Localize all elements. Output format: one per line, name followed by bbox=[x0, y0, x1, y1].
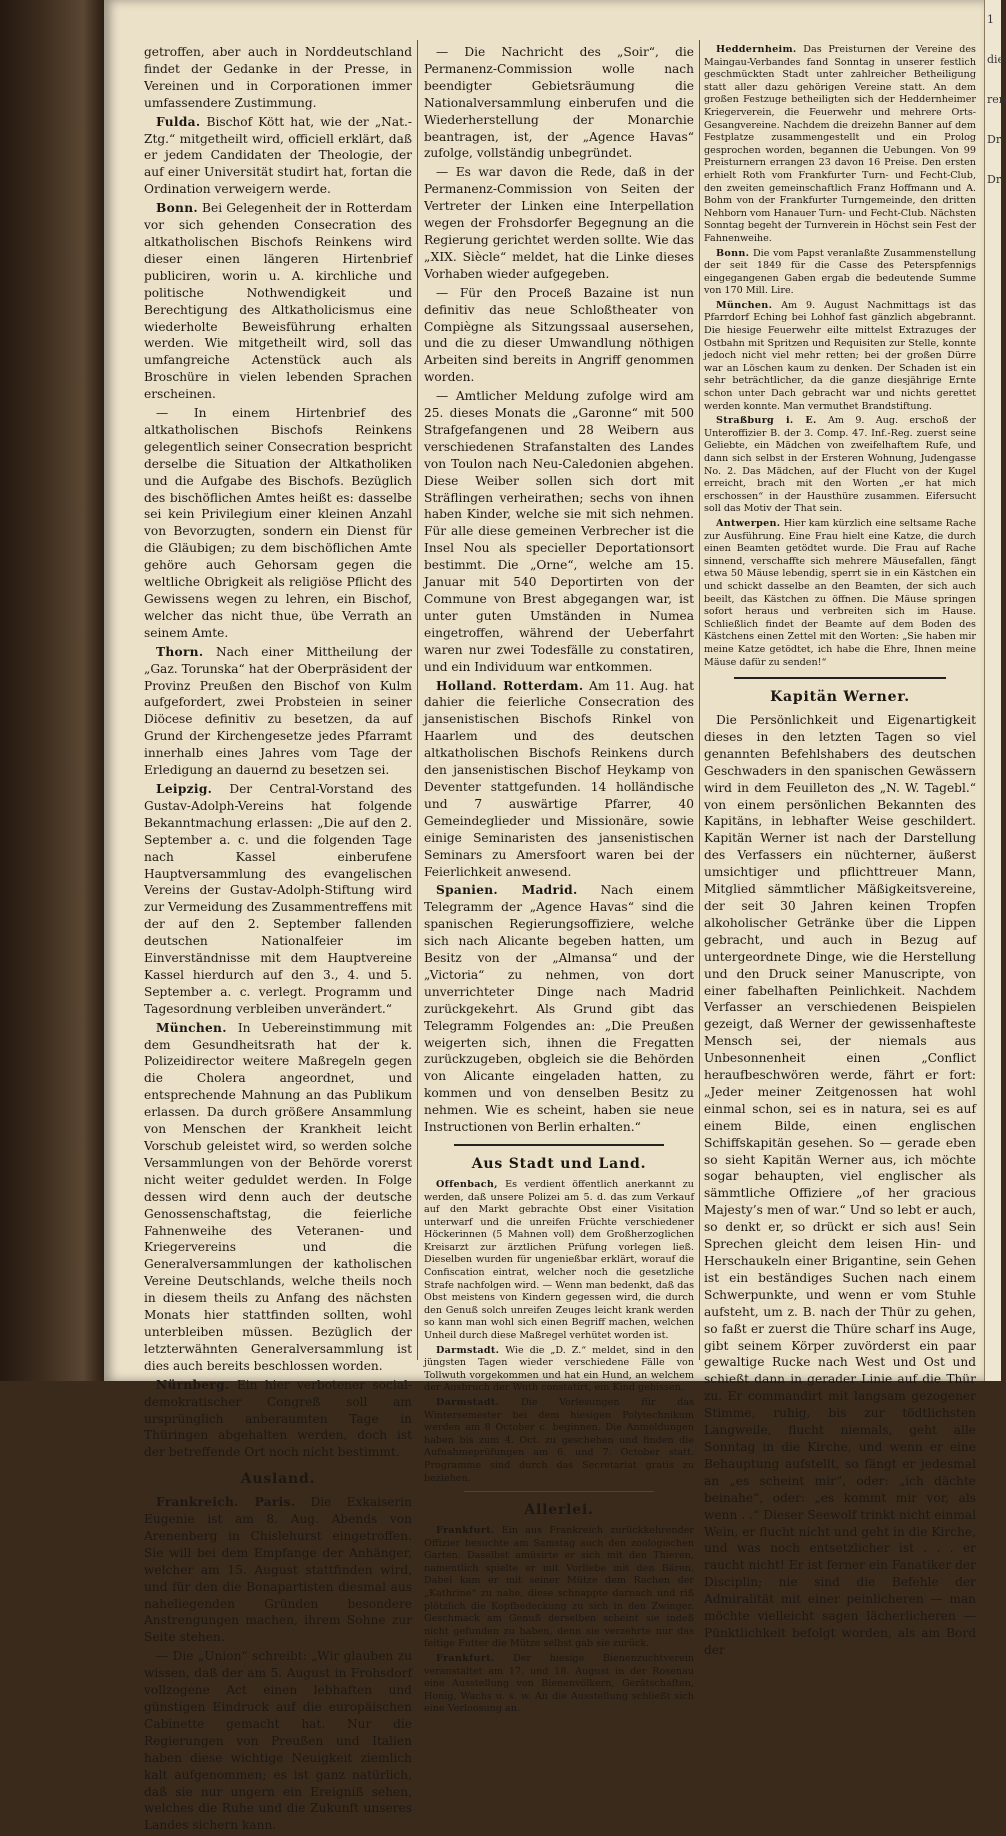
paragraph: — In einem Hirtenbrief des altkatholischen Bischofs Reinkens gelegentlich seiner Consecration bespricht derselbe die Situation der Altkatholiken und die Aufgabe des Bischofs. Bezüglich des bischöflichen Amtes heißt es: dasselbe sei kein Privilegium einer kleinen Anzahl von Bevorzugten, sondern ein Dienst für die Gläubigen; zu dem bischöflichen Amte gehöre auch Gehorsam gegen die weltliche Obrigkeit als religiöse Pflicht des Gewissens wegen zu lehren, ein Bischof, welcher das nicht thue, übe Verrath an seinem Amte. bbox=[144, 406, 412, 640]
dateline: Darmstadt. bbox=[436, 1397, 500, 1408]
paragraph: — Die „Union“ schreibt: „Wir glauben zu wissen, daß der am 5. August in Frohsdorf vollzogene Act einen lebhaften und günstigen Eindruck auf die europäischen Cabinette gemacht hat. Nur die Regierungen von Preußen und Italien haben diese wichtige Neuigkeit ziemlich kalt aufgenommen; es ist ganz natürlich, daß sie nur ungern ein Ereigniß sehen, welches die Ruhe und die Zukunft unseres Landes sichern kann. bbox=[144, 1649, 412, 1833]
dateline: Frankreich. Paris. bbox=[156, 1495, 296, 1510]
article-text: Die Vorlesungen für das Wintersemester bei dem hiesigen Polytechnikum werden am 8 October c. beginnen. Die Anmeldungen haben bis zum 4. Oct. zu geschehen und finden die Aufnahmeprüfungen am 6. und 7. October statt. Programme sind durch das Secretariat gratis zu beziehen. bbox=[424, 1397, 694, 1484]
article-text: Am 11. Aug. hat dahier die feierliche Consecration des jansenistischen Bischofs Rinkel von Haarlem und des deutschen altkatholischen Bischofs Reinkens durch den jansenistischen Bischof Heykamp von Deventer stattgefunden. 14 holländische und 7 auswärtige Pfarrer, 40 Gemeindeglieder und Missionäre, sowie einige Seminaristen des jansenistischen Seminars zu Amersfoort waren bei der Feierlichkeit anwesend. bbox=[424, 678, 695, 879]
paragraph: — Die Nachricht des „Soir“, die Permanenz-Commission wolle nach beendigter Gebietsräumung die Nationalversammlung einberufen und die Wiederherstellung der Monarchie beantragen, ist, der „Agence Havas“ zufolge, vollständig unbegründet. bbox=[424, 45, 694, 161]
article-frankfurt bbox=[424, 1525, 694, 1651]
article-text: Hier kam kürzlich eine seltsame Rache zur Ausführung. Eine Frau hielt eine Katze, die durch einen Beamten getödtet wurde. Die Frau auf Rache sinnend, verschaffte sich mehrere Mäusefallen, fängt etwa 50 Mäuse lebendig, sperrt sie in ein Kästchen ein und schickt dasselbe an den Beamten, der sich auch beeilt, das Kästchen zu öffnen. Die Mäuse springen sofort heraus und verbreiten sich im Hause. Schließlich findet der Beamte auf dem Boden des Kästchens einen Zettel mit den Worten: „Sie haben mir meine Katze getödtet, ich habe die Ehre, Ihnen meine Mäuse dafür zu senden!“ bbox=[704, 517, 976, 668]
article-text: Der Central-Vorstand des Gustav-Adolph-Vereins hat folgende Bekanntmachung erlassen: „Die auf den 2. September a. c. und die folgenden Tage nach Kassel einberufene Hauptversammlung des evangelischen Vereins der Gustav-Adolph-Stiftung wird zur Vermeidung des Zusammentreffens mit der auf den 2. September fallenden deutschen Nationalfeier im Einverständnisse mit dem Hauptvereine Kassel hierdurch auf den 3., 4. und 5. September a. c. verlegt. Programm und Tagesordnung verbleiben unverändert.“ bbox=[144, 781, 413, 1016]
section-rule bbox=[464, 1491, 654, 1492]
article-text: Ein hier verbotener social-demokratischer Congreß soll am ursprünglich anberaumten Tage in Thüringen abgehalten werden, doch ist der betreffende Ort noch nicht bestimmt. bbox=[144, 1377, 413, 1460]
article-heddernheim bbox=[704, 44, 976, 246]
article-antwerpen bbox=[704, 518, 976, 669]
article-spanien bbox=[424, 882, 694, 1136]
edge-fragment: ren bbox=[987, 93, 1006, 106]
paragraph: getroffen, aber auch in Norddeutschland findet der Gedanke in der Presse, in Vereinen und in Corporationen immer umfassendere Zustimmung. bbox=[144, 45, 412, 110]
dateline: Nürnberg. bbox=[156, 1377, 230, 1392]
article-bonn bbox=[704, 248, 976, 298]
section-rule bbox=[734, 677, 946, 679]
dateline: Frankfurt. bbox=[436, 1653, 495, 1664]
dateline: Fulda. bbox=[156, 114, 201, 129]
section-heading: Ausland. bbox=[240, 1471, 316, 1488]
article-text: Das Preisturnen der Vereine des Maingau-Verbandes fand Sonntag in unserer festlich geschmückten Stadt unter zahlreicher Betheiligung statt aller dazu gehörigen Vereine statt. An dem großen Festzuge betheiligten sich der Heddernheimer Kriegerverein, die Feuerwehr und mehrere Orts-Gesangvereine. Nachdem die dreizehn Banner auf dem Festplatze zusammengestellt und ein Prolog gesprochen worden, begannen die Uebungen. Von 99 Preisturnern errangen 23 davon 16 Preise. Den ersten erhielt Roth vom Frankfurter Turn- und Fecht-Club, den zweiten gemeinschaftlich Franz Hoffmann und A. Bohm von der Frankfurter Turngemeinde, den dritten Nehborn vom Hanauer Turn- und Fecht-Club. Nächsten Sonntag begeht der Turnverein in Höchst sein Fest der Fahnenweihe. bbox=[704, 44, 976, 244]
section-heading: Aus Stadt und Land. bbox=[471, 1156, 647, 1172]
paragraph: — Es war davon die Rede, daß in der Permanenz-Commission von Seiten der Vertreter der Linken eine Interpellation wegen der Frohsdorfer Begegnung an die Regierung gerichtet werden sollte. Wie das „XIX. Siècle“ meldet, hat die Linke dieses Vorhaben wieder aufgegeben. bbox=[424, 165, 694, 281]
article-frankfurt-2 bbox=[424, 1653, 694, 1716]
dateline: München. bbox=[156, 1020, 227, 1035]
dateline: Darmstadt. bbox=[436, 1344, 500, 1356]
column-1 bbox=[144, 44, 412, 1836]
column-3 bbox=[704, 44, 976, 1661]
edge-fragment: die bbox=[987, 53, 1005, 66]
article-text: Nach einer Mittheilung der „Gaz. Torunska“ hat der Oberpräsident der Provinz Preußen den Bischof von Kulm aufgefordert, zwei Probsteien in seiner Diöcese definitiv zu besetzen, da auf Grund der Kirchengesetze jedes Pfarramt innerhalb eines Jahres vom Tage der Erledigung an dauernd zu besetzen sei. bbox=[144, 644, 412, 778]
dateline: Offenbach, bbox=[436, 1178, 498, 1190]
article-text: Bischof Kött hat, wie der „Nat.-Ztg.“ mitgetheilt wird, officiell erklärt, daß er jedem Candidaten der Theologie, der auf einer Universität studirt hat, fortan die Ordination verweigern werde. bbox=[144, 114, 412, 197]
article-text: Ein aus Frankreich zurückkehrender Offizier besuchte am Samstag auch den zoologischen Garten. Daselbst amüsirte er sich mit den Thieren, namentlich spielte er mit Vorliebe mit den Bären. Dabei kam er mit seiner Mütze dem Rachen der „Kathrine“ zu nahe, diese schnappte darnach und riß plötzlich die Kopfbedeckung zu sich in den Zwinger. Geschmack am Genuß derselben scheint sie indeß nicht gefunden zu haben, denn sie verzehrte nur das feitige Futter die Mütze selbst gab sie zurück. bbox=[424, 1525, 694, 1650]
article-text: Die vom Papst veranlaßte Zusammenstellung der seit 1849 für die Casse des Peterspfennigs eingegangenen Gaben ergab die bedeutende Summe von 170 Mill. Lire. bbox=[704, 247, 976, 297]
column-divider bbox=[699, 40, 700, 1360]
article-text: Es verdient öffentlich anerkannt zu werden, daß unsere Polizei am 5. d. das zum Verkauf auf den Markt gebrachte Obst einer Visitation unterwarf und die unreifen Früchte verschiedener Höckerinnen (5 Mahnen voll) dem Großherzoglichen Kreisarzt zur ärztlichen Prüfung vorlegen ließ. Dieselben wurden für ungenießbar erklärt, worauf die Confiscation eintrat, welcher noch die gesetzliche Strafe nachfolgen wird. — Wenn man bedenkt, daß das Obst meistens von Kindern gegessen wird, die durch den Genuß solch unreifen Zeuges leicht krank werden so kann man wohl sich einen Begriff machen, welchen Unheil durch diese Maßregel verhütet worden ist. bbox=[424, 1178, 694, 1342]
article-bonn bbox=[144, 200, 412, 403]
article-thorn bbox=[144, 644, 412, 779]
dateline: Heddernheim. bbox=[716, 44, 797, 55]
article-fulda bbox=[144, 114, 412, 199]
newspaper-page bbox=[104, 0, 984, 1833]
paragraph: — Für den Proceß Bazaine ist nun definitiv das neue Schloßtheater von Compiègne als Sitzungssaal ausersehen, und die zu dieser Umwandlung nöthigen Arbeiten sind bereits in Angriff genommen worden. bbox=[424, 285, 694, 385]
book-binding bbox=[0, 0, 104, 1381]
dateline: Spanien. Madrid. bbox=[436, 883, 578, 898]
article-muenchen bbox=[704, 300, 976, 413]
article-muenchen bbox=[144, 1020, 412, 1375]
article-darmstadt-2 bbox=[424, 1397, 694, 1485]
edge-fragment: 1 bbox=[987, 13, 994, 26]
article-text: Wie die „D. Z.“ meldet, sind in den jüngsten Tagen wieder verschiedene Fälle von Tollwuth vorgekommen und hat ein Hund, an welchem der Ausbruch der Wuth constatirt, ein Kind gebissen. bbox=[424, 1344, 694, 1394]
article-darmstadt bbox=[424, 1345, 694, 1395]
column-divider bbox=[417, 40, 418, 1360]
section-rule bbox=[454, 1144, 664, 1146]
dateline: München. bbox=[716, 299, 773, 311]
dateline: Holland. Rotterdam. bbox=[436, 678, 584, 693]
dateline: Thorn. bbox=[156, 644, 204, 659]
article-text: Bei Gelegenheit der in Rotterdam vor sich gehenden Consecration des altkatholischen Bischofs Reinkens wird dieser einen längeren Hirtenbrief publiciren, worin u. A. kirchliche und politische Nothwendigkeit und Berechtigung des Altkatholicismus eine wiederholte Beweisführung erhalten werden. Wie mitgetheilt wird, soll das umfangreiche Actenstück auch als Broschüre in vielen lebenden Sprachen erscheinen. bbox=[144, 201, 412, 402]
article-offenbach bbox=[424, 1179, 694, 1343]
article-text: Am 9. Aug. erschoß der Unteroffizier B. der 3. Comp. 47. Inf.-Reg. zuerst seine Geliebte, ein Mädchen von zweifelhaftem Rufe, und dann sich selbst in der Ersteren Wohnung, Judengasse No. 2. Das Mädchen, auf der Flucht von der Kugel erreicht, brach mit den Worten „er hat mich erschossen“ in der Hausthüre zusammen. Eifersucht soll das Motiv der That sein. bbox=[704, 415, 976, 515]
dateline: Leipzig. bbox=[156, 781, 213, 796]
section-heading: Allerlei. bbox=[524, 1502, 594, 1519]
article-text: Nach einem Telegramm der „Agence Havas“ sind die spanischen Regierungsoffiziere, welche sich nach Alicante begeben hatten, um Besitz von der „Almansa“ und der „Victoria“ zu nehmen, von dort unverrichteter Dinge nach Madrid zurückgekehrt. Als Grund gibt das Telegramm Folgendes an: „Die Preußen weigerten sich, ihnen die Fregatten zurückzugeben, obgleich sie die Behörden von Alicante eingeladen hatten, zu kommen und von denselben Besitz zu nehmen. Wie es scheint, haben sie neue Instructionen von Berlin erhalten.“ bbox=[424, 883, 694, 1135]
column-2 bbox=[424, 44, 694, 1718]
article-text: In Uebereinstimmung mit dem Gesundheitsrath hat der k. Polizeidirector weitere Maßregeln gegen die Cholera angeordnet, und entsprechende Mahnung an das Publikum erlassen. Da durch größere Ansammlung von Menschen der Krankheit leicht Vorschub geleistet wird, so werden solche Versammlungen von der Behörde vorerst nicht weiter geduldet werden. In Folge dessen wird denn auch der deutsche Genossenschaftstag, die feierliche Fahnenweihe des Veteranen- und Kriegervereins und die Generalversammlungen der katholischen Vereine Deutschlands, welche theils noch in diesem theils zu Anfang des nächsten Monats hier stattfinden sollten, wohl unterbleiben müssen. Bezüglich der letzterwähnten Generalversammlung ist dies auch bereits beschlossen worden. bbox=[144, 1020, 412, 1373]
dateline: Frankfurt. bbox=[436, 1525, 495, 1537]
dateline: Bonn. bbox=[156, 201, 198, 216]
article-text: Am 9. August Nachmittags ist das Pfarrdorf Eching bei Lohhof fast gänzlich abgebrannt. Die hiesige Feuerwehr eilte mittelst Extrazuges der Ostbahn mit Spritzen und Requisiten zur Stelle, konnte jedoch nicht viel mehr retten; bei der großen Dürre war an Löschen kaum zu denken. Der Schaden ist ein sehr beträchtlicher, da die ganze diesjährige Ernte schon unter Dach gebracht war und nichts gerettet werden konnte. Man vermuthet Brandstiftung. bbox=[704, 299, 976, 412]
paragraph: Die Persönlichkeit und Eigenartigkeit dieses in den letzten Tagen so viel genannten Befehlshabers des deutschen Geschwaders in den spanischen Gewässern wird in dem Feuilleton des „N. W. Tagebl.“ von einem persönlichen Bekannten des Kapitäns, in lebhafter Weise geschildert. Kapitän Werner ist nach der Darstellung des Verfassers ein nüchterner, äußerst umsichtiger und pflichttreuer Mann, Mitglied sämmtlicher Mäßigkeitsvereine, der seit 30 Jahren keinen Tropfen alkoholischer Getränke über die Lippen gebracht, und auch in Bezug auf untergeordnete Dinge, wie die Herstellung und den Druck seiner Manuscripte, von einer fabelhaften Peinlichkeit. Nachdem Verfasser an verschiedenen Beispielen gezeigt, daß Werner der gewissenhafteste Mensch sei, der niemals aus Unbesonnenheit einen „Conflict heraufbeschwören werde, fährt er fort: „Jeder meiner Zeitgenossen hat wohl einmal schon, sei es in natura, sei es auf einem Bilde, einen englischen Schiffskapitän gesehen. So — gerade eben so sieht Kapitän Werner aus, ich möchte sogar behaupten, viel englischer als sämmtliche Offiziere „of her gracious Majesty’s men of war.“ Und so lebt er auch, so denkt er, so drückt er sich aus! Sein Sprechen gleicht dem leisen Hin- und Herschaukeln einer Brigantine, sein Gehen ist ein beständiges Suchen nach einem Schwerpunkte, und wenn er vom Stuhle aufsteht, um z. B. nach der Thür zu gehen, so faßt er zuerst die Thüre scharf ins Auge, gibt seinem Körper zuvörderst ein paar gewaltige Rucke nach West und Ost und schießt dann in gerader Linie auf die Thür zu. Er commandirt mit langsam gezogener Stimme, ruhig, bis zur tödtlichsten Langweile, flucht niemals, geht alle Sonntag in die Kirche, und wenn er eine Behauptung aufstellt, so fängt er jedesmal an „es scheint mir“, oder: „ich dächte beinahe“, oder: „es kommt mir vor, als wenn . .“ Dieser Seewolf trinkt nicht einmal Wein, er flucht nicht und geht in die Kirche, und was noch entsetzlicher ist . . . er raucht nicht! Er ist ferner ein Fanatiker der Disciplin; nie sind die Befehle der Admiralität mit einer peinlicheren — man möchte vielleicht sagen lächerlicheren — Pünktlichkeit befolgt worden, als am Bord der bbox=[704, 713, 976, 1657]
paragraph: — Amtlicher Meldung zufolge wird am 25. dieses Monats die „Garonne“ mit 500 Strafgefangenen und 28 Weibern aus verschiedenen Strafanstalten des Landes von Toulon nach Neu-Caledonien abgehen. Diese Weiber sollen sich dort mit Sträflingen verheirathen; sechs von ihnen haben Kinder, welche sie mit sich nehmen. Für alle diese gemeinen Verbrecher ist die Insel Nou als specieller Deportationsort bestimmt. Die „Orne“, welche am 15. Januar mit 540 Deportirten von der Commune von Brest abgegangen war, ist unter guten Umständen in Numea eingetroffen, während der Ueberfahrt waren nur zwei Todesfälle zu constatiren, und ein Individuum war entkommen. bbox=[424, 389, 694, 674]
dateline: Antwerpen. bbox=[716, 517, 781, 529]
article-paris bbox=[144, 1494, 412, 1646]
edge-fragment: Dr. bbox=[987, 173, 1004, 186]
dateline: Straßburg i. E. bbox=[716, 415, 817, 427]
article-strassburg bbox=[704, 415, 976, 516]
article-text: Der hiesige Bienenzuchtverein veranstaltet am 17. und 18. August in der Rosenau eine Ausstellung von Bienenvölkern, Gerätschaften, Honig, Wachs u. s. w. An die Ausstellung schließt sich eine Verloosung an. bbox=[424, 1653, 694, 1715]
facing-page-edge bbox=[984, 0, 1006, 1381]
article-holland bbox=[424, 678, 694, 881]
article-text: Die Exkaiserin Eugenie ist am 8. Aug. Abends von Arenenberg in Chislehurst eingetroffen. Sie will bei dem Empfange der Anhänger, welcher am 15. August stattfinden wird, und für den die Bonapartisten diesmal aus naheliegenden Gründen besondere Anstrengungen machen, ihrem Sohne zur Seite stehen. bbox=[144, 1495, 412, 1645]
edge-fragment: Dr. bbox=[987, 133, 1004, 146]
dateline: Bonn. bbox=[716, 247, 750, 259]
article-leipzig bbox=[144, 781, 412, 1018]
article-nuernberg bbox=[144, 1377, 412, 1462]
section-heading: Kapitän Werner. bbox=[770, 689, 910, 706]
